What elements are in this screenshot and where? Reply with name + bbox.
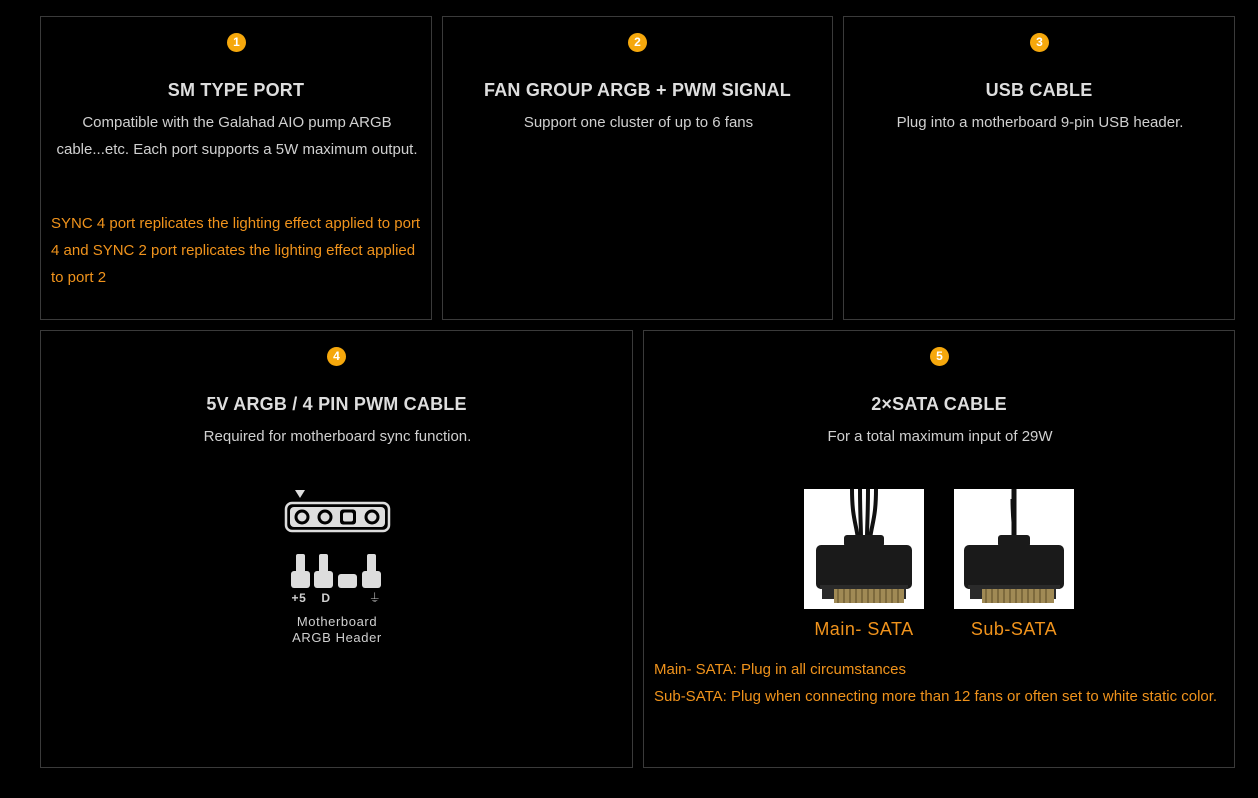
card-sata-cable xyxy=(643,330,1235,768)
card-description: Compatible with the Galahad AIO pump ARGB cable...etc. Each port supports a 5W maximum output. xyxy=(56,114,418,158)
card-description: Support one cluster of up to 6 fans xyxy=(523,114,754,131)
card-title: 5V ARGB / 4 PIN PWM CABLE xyxy=(206,394,467,414)
card-description: Required for motherboard sync function. xyxy=(203,428,472,445)
card-title: 2×SATA CABLE xyxy=(871,394,1007,414)
step-badge-3: 3 xyxy=(1030,33,1049,52)
card-description: For a total maximum input of 29W xyxy=(827,428,1053,445)
sata-note-main: Main- SATA: Plug in all circumstances xyxy=(654,661,907,678)
card-title: USB CABLE xyxy=(985,80,1093,100)
main-sata-caption: Main- SATA xyxy=(814,619,914,639)
argb-header-diagram xyxy=(277,486,397,606)
card-usb-cable xyxy=(843,16,1235,320)
header-label-line1: Motherboard xyxy=(296,614,378,629)
step-badge-2: 2 xyxy=(628,33,647,52)
sata-note-sub: Sub-SATA: Plug when connecting more than 12 fans or often set to white static color. xyxy=(654,688,1218,705)
sub-sata-image xyxy=(954,489,1074,609)
card-fan-group xyxy=(442,16,833,320)
pin-label-5v: +5 xyxy=(291,591,307,605)
card-title: SM TYPE PORT xyxy=(167,80,305,100)
card-note: SYNC 4 port replicates the lighting effect applied to port 4 and SYNC 2 port replicates the lighting effect applied to port 2 xyxy=(51,215,421,286)
step-badge-1: 1 xyxy=(227,33,246,52)
main-sata-image xyxy=(804,489,924,609)
card-argb-pwm-cable xyxy=(40,330,633,768)
card-title: FAN GROUP ARGB + PWM SIGNAL xyxy=(484,80,791,100)
card-description: Plug into a motherboard 9-pin USB header. xyxy=(896,114,1184,131)
step-badge-4: 4 xyxy=(327,347,346,366)
ground-icon: ⏚ xyxy=(368,591,382,605)
step-badge-5: 5 xyxy=(930,347,949,366)
header-label-line2: ARGB Header xyxy=(292,630,382,645)
pin-label-data: D xyxy=(321,591,331,605)
card-sm-type-port xyxy=(40,16,432,320)
sub-sata-caption: Sub-SATA xyxy=(970,619,1058,639)
